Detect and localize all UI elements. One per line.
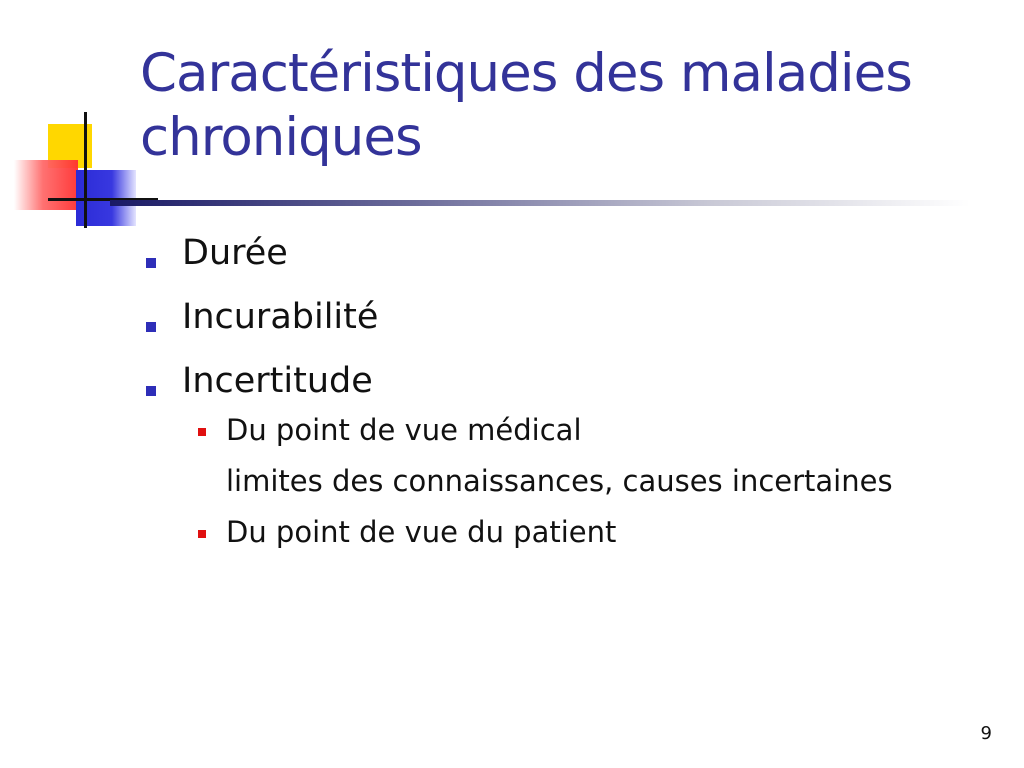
square-bullet-icon — [146, 258, 156, 268]
small-square-bullet-icon — [198, 428, 206, 436]
title-underline — [110, 200, 970, 206]
sub-list-continuation-text: limites des connaissances, causes incertaines — [226, 464, 893, 498]
sub-list-continuation — [140, 463, 1000, 500]
bullet-list — [140, 232, 1000, 551]
logo-vertical-line — [84, 112, 87, 228]
logo-red-square — [14, 160, 78, 210]
square-bullet-icon — [146, 322, 156, 332]
sub-list-item-label: Du point de vue du patient — [226, 515, 617, 549]
sub-list-item — [140, 412, 1000, 449]
list-item-label: Incertitude — [182, 361, 373, 401]
list-item-label: Durée — [182, 233, 288, 273]
list-item — [140, 296, 1000, 338]
page-number: 9 — [980, 723, 992, 744]
small-square-bullet-icon — [198, 530, 206, 538]
list-item-label: Incurabilité — [182, 297, 379, 337]
sub-list-item-label: Du point de vue médical — [226, 413, 582, 447]
slide-title: Caractéristiques des maladies chroniques — [140, 43, 912, 168]
sub-list-item — [140, 514, 1000, 551]
list-item — [140, 232, 1000, 274]
list-item — [140, 360, 1000, 402]
square-bullet-icon — [146, 386, 156, 396]
